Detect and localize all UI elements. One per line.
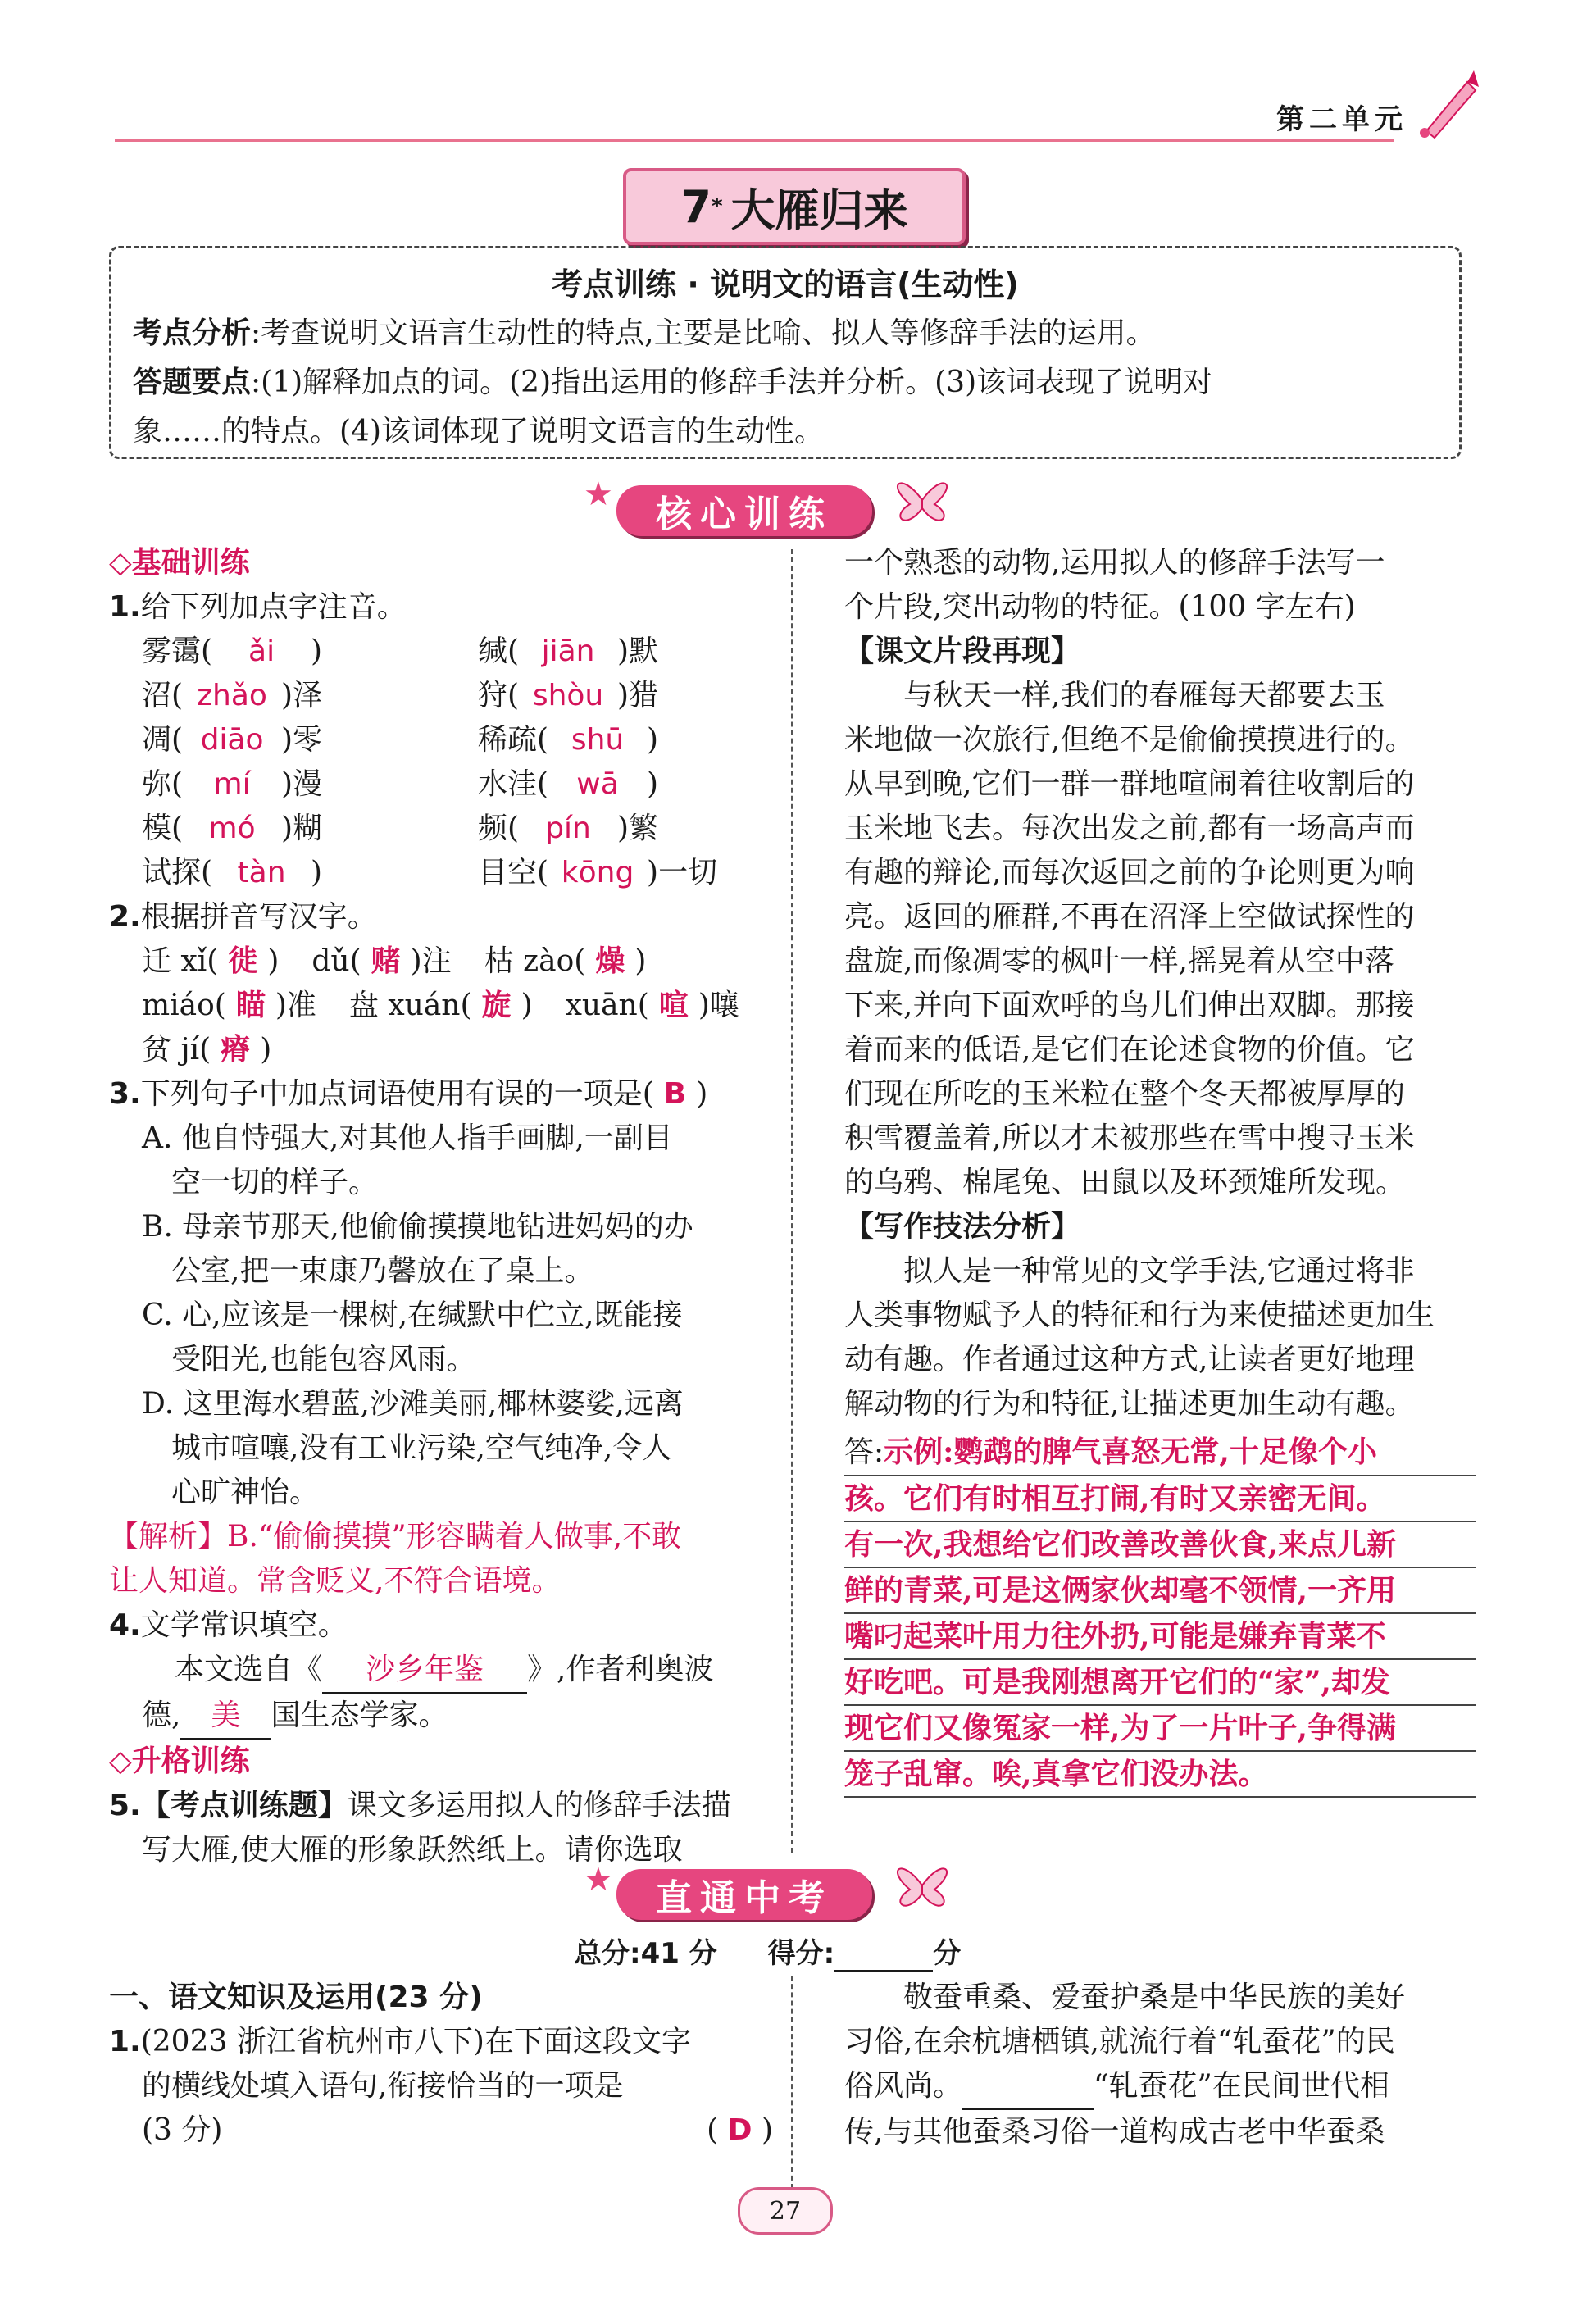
technique [844,1249,1476,1426]
pinyin-item: 水洼( wā ) [478,767,659,801]
answer-line: 答:示例:鹦鹉的脾气喜怒无常,十足像个小 [844,1430,1476,1476]
butterfly-icon [885,1853,959,1918]
pinyin-item: 试探( tàn ) [142,856,323,889]
q3-options [109,1117,773,1515]
passage [844,674,1476,1205]
left-column [109,541,773,1872]
passage-line: 积雪覆盖着,所以才未被那些在雪中搜寻玉米 [844,1121,1415,1155]
passage-line: 盘旋,而像凋零的枫叶一样,摇晃着从空中落 [844,944,1394,978]
passage-line: 玉米地飞去。每次出发之前,都有一场高声而 [844,812,1415,845]
answer-line: 鲜的青菜,可是这俩家伙却毫不领情,一齐用 [844,1568,1476,1614]
lesson-title-text: 大雁归来 [730,184,908,236]
q5-answer [844,1430,1476,1798]
q2-row [109,1028,773,1072]
q3-analysis: 【解析】B.“偷偷摸摸”形容瞒着人做事,不敢 [109,1520,682,1553]
option-line: 城市喧嚷,没有工业污染,空气纯净,令人 [171,1431,672,1465]
zt-q1-line: 的横线处填入语句,衔接恰当的一项是 [142,2069,624,2103]
pinyin-item: 模( mó )糊 [142,812,323,845]
option-line: 心旷神怡。 [171,1476,320,1509]
option-line: D. 这里海水碧蓝,沙滩美丽,椰林婆娑,远离 [142,1387,684,1421]
passage-line: 的乌鸦、棉尾兔、田鼠以及环颈雉所发现。 [844,1166,1406,1199]
score-line: 总分:41 分 得分: 分 [574,1937,962,1970]
passage-line: 从早到晚,它们一群一群地喧闹着往收割后的 [844,767,1415,801]
answer-line: 有一次,我想给它们改善改善伙食,来点儿新 [844,1522,1476,1568]
zhitong-right [844,1976,1476,2154]
passage-line: 们现在所吃的玉米粒在整个冬天都被厚厚的 [844,1077,1406,1111]
q5-line: 一个熟悉的动物,运用拟人的修辞手法写一 [844,546,1385,580]
q5-stem: 5.【考点训练题】课文多运用拟人的修辞手法描 [109,1789,731,1822]
pinyin-item: 雾霭( ǎi ) [142,634,323,668]
passage-line: 着而来的低语,是它们在论述食物的价值。它 [844,1033,1415,1067]
q3-analysis: 让人知道。常含贬义,不符合语境。 [109,1564,562,1598]
q4-book-answer: 沙乡年鉴 [322,1648,527,1694]
right-column [844,541,1476,1798]
option-line: B. 母亲节那天,他偷偷摸摸地钻进妈妈的办 [142,1210,693,1244]
pinyin-item: 凋( diāo )零 [142,723,323,757]
hanzi-item: dǔ( 赌 )注 [311,944,452,978]
technique-line: 拟人是一种常见的文学手法,它通过将非 [903,1254,1415,1288]
passage-line: 下来,并向下面欢呼的鸟儿们伸出双脚。那接 [844,989,1415,1022]
basic-training-head: ◇基础训练 [109,546,250,580]
q1-pinyin-grid [109,630,773,895]
passage-line: 亮。返回的雁群,不再在沼泽上空做试探性的 [844,900,1415,934]
pinyin-item: 稀疏( shū ) [478,723,659,757]
answer-line: 嘴叼起菜叶用力往外扔,可能是嫌弃青菜不 [844,1614,1476,1660]
hanzi-item: 枯 zào( 燥 ) [484,944,647,978]
lesson-title [623,168,966,245]
answer-line: 笼子乱窜。唉,真拿它们没办法。 [844,1752,1476,1798]
section-title: 一、语文知识及运用(23 分) [109,1981,483,2014]
unit-label: 第二单元 [1276,103,1407,136]
key-text-1: :(1)解释加点的词。(2)指出运用的修辞手法并分析。(3)该词表现了说明对 [251,366,1213,399]
lesson-number: 7 [680,180,712,233]
hanzi-item: 迁 xǐ( 徙 ) [142,944,280,978]
option-line: A. 他自恃强大,对其他人指手画脚,一副目 [142,1121,673,1155]
answer-line: 好吃吧。可是我刚想离开它们的“家”,却发 [844,1660,1476,1706]
q4-line2: 德, 美 国生态学家。 [109,1694,773,1740]
q3-stem: 3.下列句子中加点词语使用有误的一项是( B ) [109,1077,708,1111]
q3-answer: B [663,1077,687,1111]
lesson-mark: * [711,194,723,219]
page-number: 27 [738,2187,833,2235]
zt-passage-line: 习俗,在余杭塘栖镇,就流行着“轧蚕花”的民 [844,2025,1395,2058]
zt-passage-line: 敬蚕重桑、爱蚕护桑是中华民族的美好 [903,1981,1406,2014]
option-line: C. 心,应该是一棵树,在缄默中伫立,既能接 [142,1299,683,1332]
pinyin-item: 弥( mí )漫 [142,767,323,801]
zt-passage-line: 俗风尚。 “轧蚕花”在民间世代相 [844,2064,1476,2110]
advanced-training-head: ◇升格训练 [109,1744,250,1778]
skill-box [109,246,1462,459]
pinyin-item: 缄( jiān )默 [478,634,659,668]
q2-row [109,984,773,1028]
butterfly-icon [885,467,959,533]
option-line: 公室,把一束康乃馨放在了桌上。 [171,1254,594,1288]
option-line: 受阳光,也能包容风雨。 [171,1343,476,1376]
pinyin-item: 狩( shòu )猎 [478,679,659,712]
passage-line: 有趣的辩论,而每次返回之前的争论则更为响 [844,856,1415,889]
zt-q1-line: (3 分) ( D ) [142,2113,773,2147]
q5-line: 个片段,突出动物的特征。(100 字左右) [844,590,1356,624]
skill-key [133,358,1438,407]
key-text-2: 象……的特点。(4)该词体现了说明文语言的生动性。 [133,415,824,448]
pinyin-item: 沼( zhǎo )泽 [142,679,323,712]
hanzi-item: 贫 jí( 瘠 ) [142,1033,272,1067]
q2-row [109,939,773,984]
zhitong-banner: 直通中考 [616,1869,872,1920]
zhitong-left [109,1976,773,2153]
skill-title: 考点训练 · 说明文的语言(生动性) [552,266,1019,302]
q4-country-answer: 美 [180,1694,271,1740]
passage-line: 米地做一次旅行,但绝不是偷偷摸摸进行的。 [844,723,1415,757]
technique-line: 人类事物赋予人的特征和行为来使描述更加生 [844,1299,1435,1332]
pinyin-item: 目空( kōng )一切 [478,856,718,889]
option-line: 空一切的样子。 [171,1166,379,1199]
column-divider [791,1976,793,2189]
hanzi-item: xuān( 喧 )嚷 [565,989,739,1022]
q5-line: 写大雁,使大雁的形象跃然纸上。请你选取 [142,1833,683,1867]
passage-line: 与秋天一样,我们的春雁每天都要去玉 [903,679,1385,712]
q4-line1: 本文选自《 沙乡年鉴 》,作者利奥波 [109,1648,773,1694]
core-training-banner: 核心训练 [616,485,872,536]
zt-passage-line: 传,与其他蚕桑习俗一道构成古老中华蚕桑 [844,2115,1385,2149]
zt-q1: 1.(2023 浙江省杭州市八下)在下面这段文字 [109,2025,691,2058]
answer-line: 现它们又像冤家一样,为了一片叶子,争得满 [844,1706,1476,1752]
q4-stem: 4.文学常识填空。 [109,1608,348,1642]
header-rule [115,139,1394,142]
q2-stem: 2.根据拼音写汉字。 [109,900,377,934]
star-icon: ★ [584,475,613,513]
technique-head: 【写作技法分析】 [844,1210,1081,1244]
technique-line: 解动物的行为和特征,让描述更加生动有趣。 [844,1387,1415,1421]
column-divider [791,549,793,1853]
q1-stem: 1.给下列加点字注音。 [109,590,407,624]
analysis-text: :考查说明文语言生动性的特点,主要是比喻、拟人等修辞手法的运用。 [251,316,1156,350]
passage-head: 【课文片段再现】 [844,634,1081,668]
star-icon: ★ [584,1861,613,1899]
technique-line: 动有趣。作者通过这种方式,让读者更好地理 [844,1343,1415,1376]
skill-analysis [133,309,1438,358]
pinyin-item: 频( pín )繁 [478,812,659,845]
hanzi-item: 盘 xuán( 旋 ) [348,989,533,1022]
zt-q1-answer: D [727,2113,753,2147]
answer-line: 孩。它们有时相互打闹,有时又亲密无间。 [844,1476,1476,1522]
hanzi-item: miáo( 瞄 )准 [142,989,316,1022]
key-label: 答题要点 [133,366,252,399]
pencil-deco-icon [1410,66,1484,139]
analysis-label: 考点分析 [133,316,252,350]
